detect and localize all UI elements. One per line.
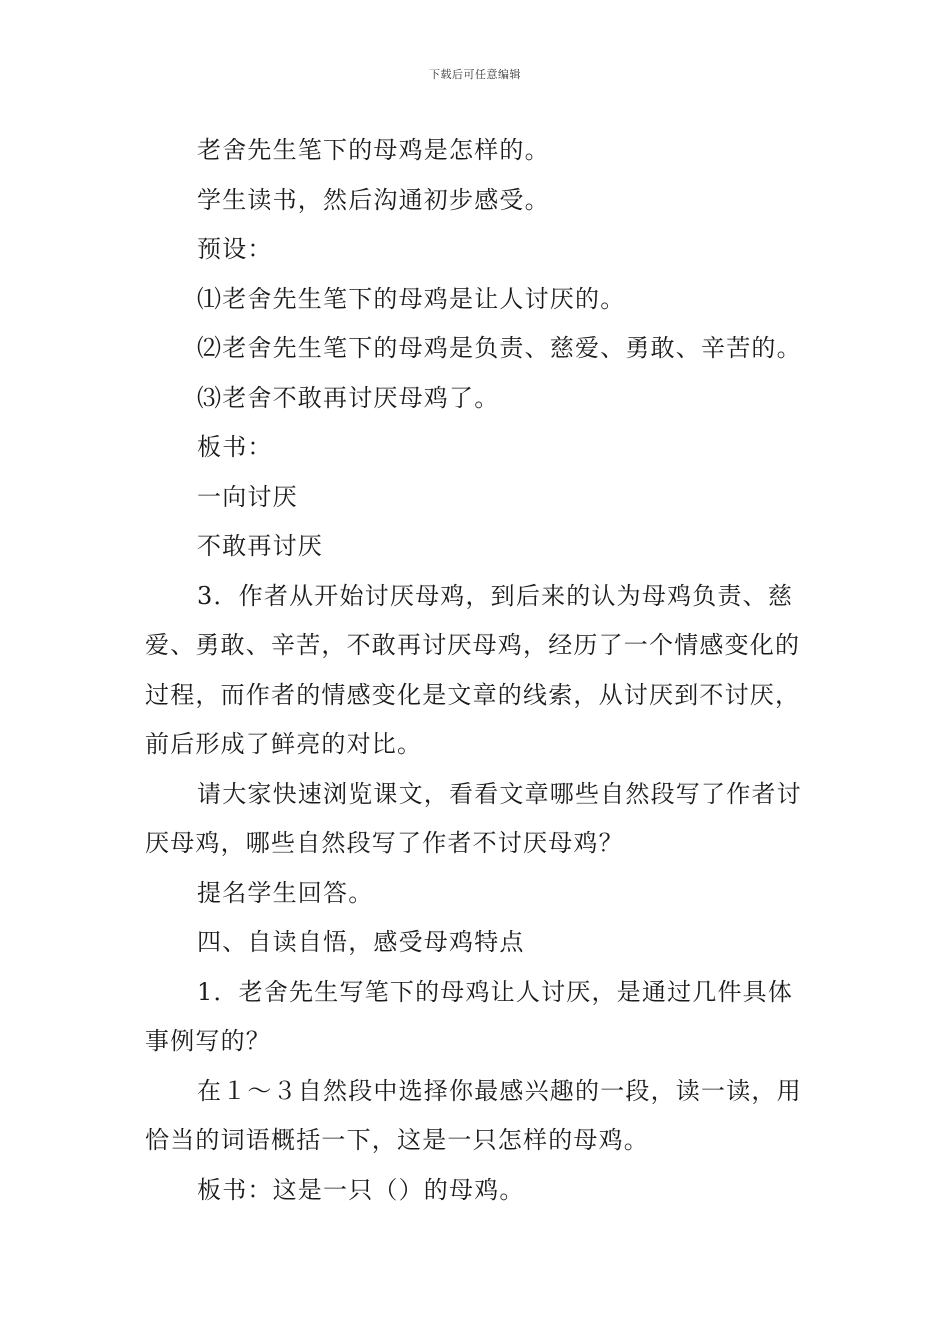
paragraph: 提名学生回答。 [197, 878, 374, 907]
paragraph: ⑵老舍先生笔下的母鸡是负责、慈爱、勇敢、辛苦的。 [197, 334, 802, 362]
paragraph: 在１～３自然段中选择你最感兴趣的一段，读一读，用恰当的词语概括一下，这是一只怎样的母鸡。 [145, 1076, 802, 1154]
paragraph: ⑶老舍不敢再讨厌母鸡了。 [197, 383, 500, 412]
paragraph: ⑴老舍先生笔下的母鸡是让人讨厌的。 [197, 284, 626, 313]
paragraph: 一向讨厌 [197, 482, 298, 511]
paragraph: 四、自读自悟，感受母鸡特点 [197, 928, 525, 956]
paragraph: 请大家快速浏览课文，看看文章哪些自然段写了作者讨厌母鸡，哪些自然段写了作者不讨厌母鸡？ [145, 779, 802, 857]
paragraph: 预设： [197, 235, 273, 263]
paragraph: 学生读书，然后沟通初步感受。 [197, 185, 550, 214]
paragraph: 老舍先生笔下的母鸡是怎样的。 [197, 136, 550, 164]
paragraph: 1．老舍先生写笔下的母鸡让人讨厌，是通过几件具体事例写的？ [145, 977, 794, 1055]
paragraph: 3．作者从开始讨厌母鸡，到后来的认为母鸡负责、慈爱、勇敢、辛苦，不敢再讨厌母鸡，经历了一个情感变化的过程，而作者的情感变化是文章的线索，从讨厌到不讨厌，前后形成了鲜亮的对比。 [145, 581, 801, 758]
paragraph: 板书： [197, 433, 273, 461]
document-body [145, 126, 810, 1215]
paragraph: 板书：这是一只（）的母鸡。 [197, 1175, 525, 1204]
page-header-note: 下载后可任意编辑 [429, 68, 521, 81]
paragraph: 不敢再讨厌 [197, 532, 323, 560]
